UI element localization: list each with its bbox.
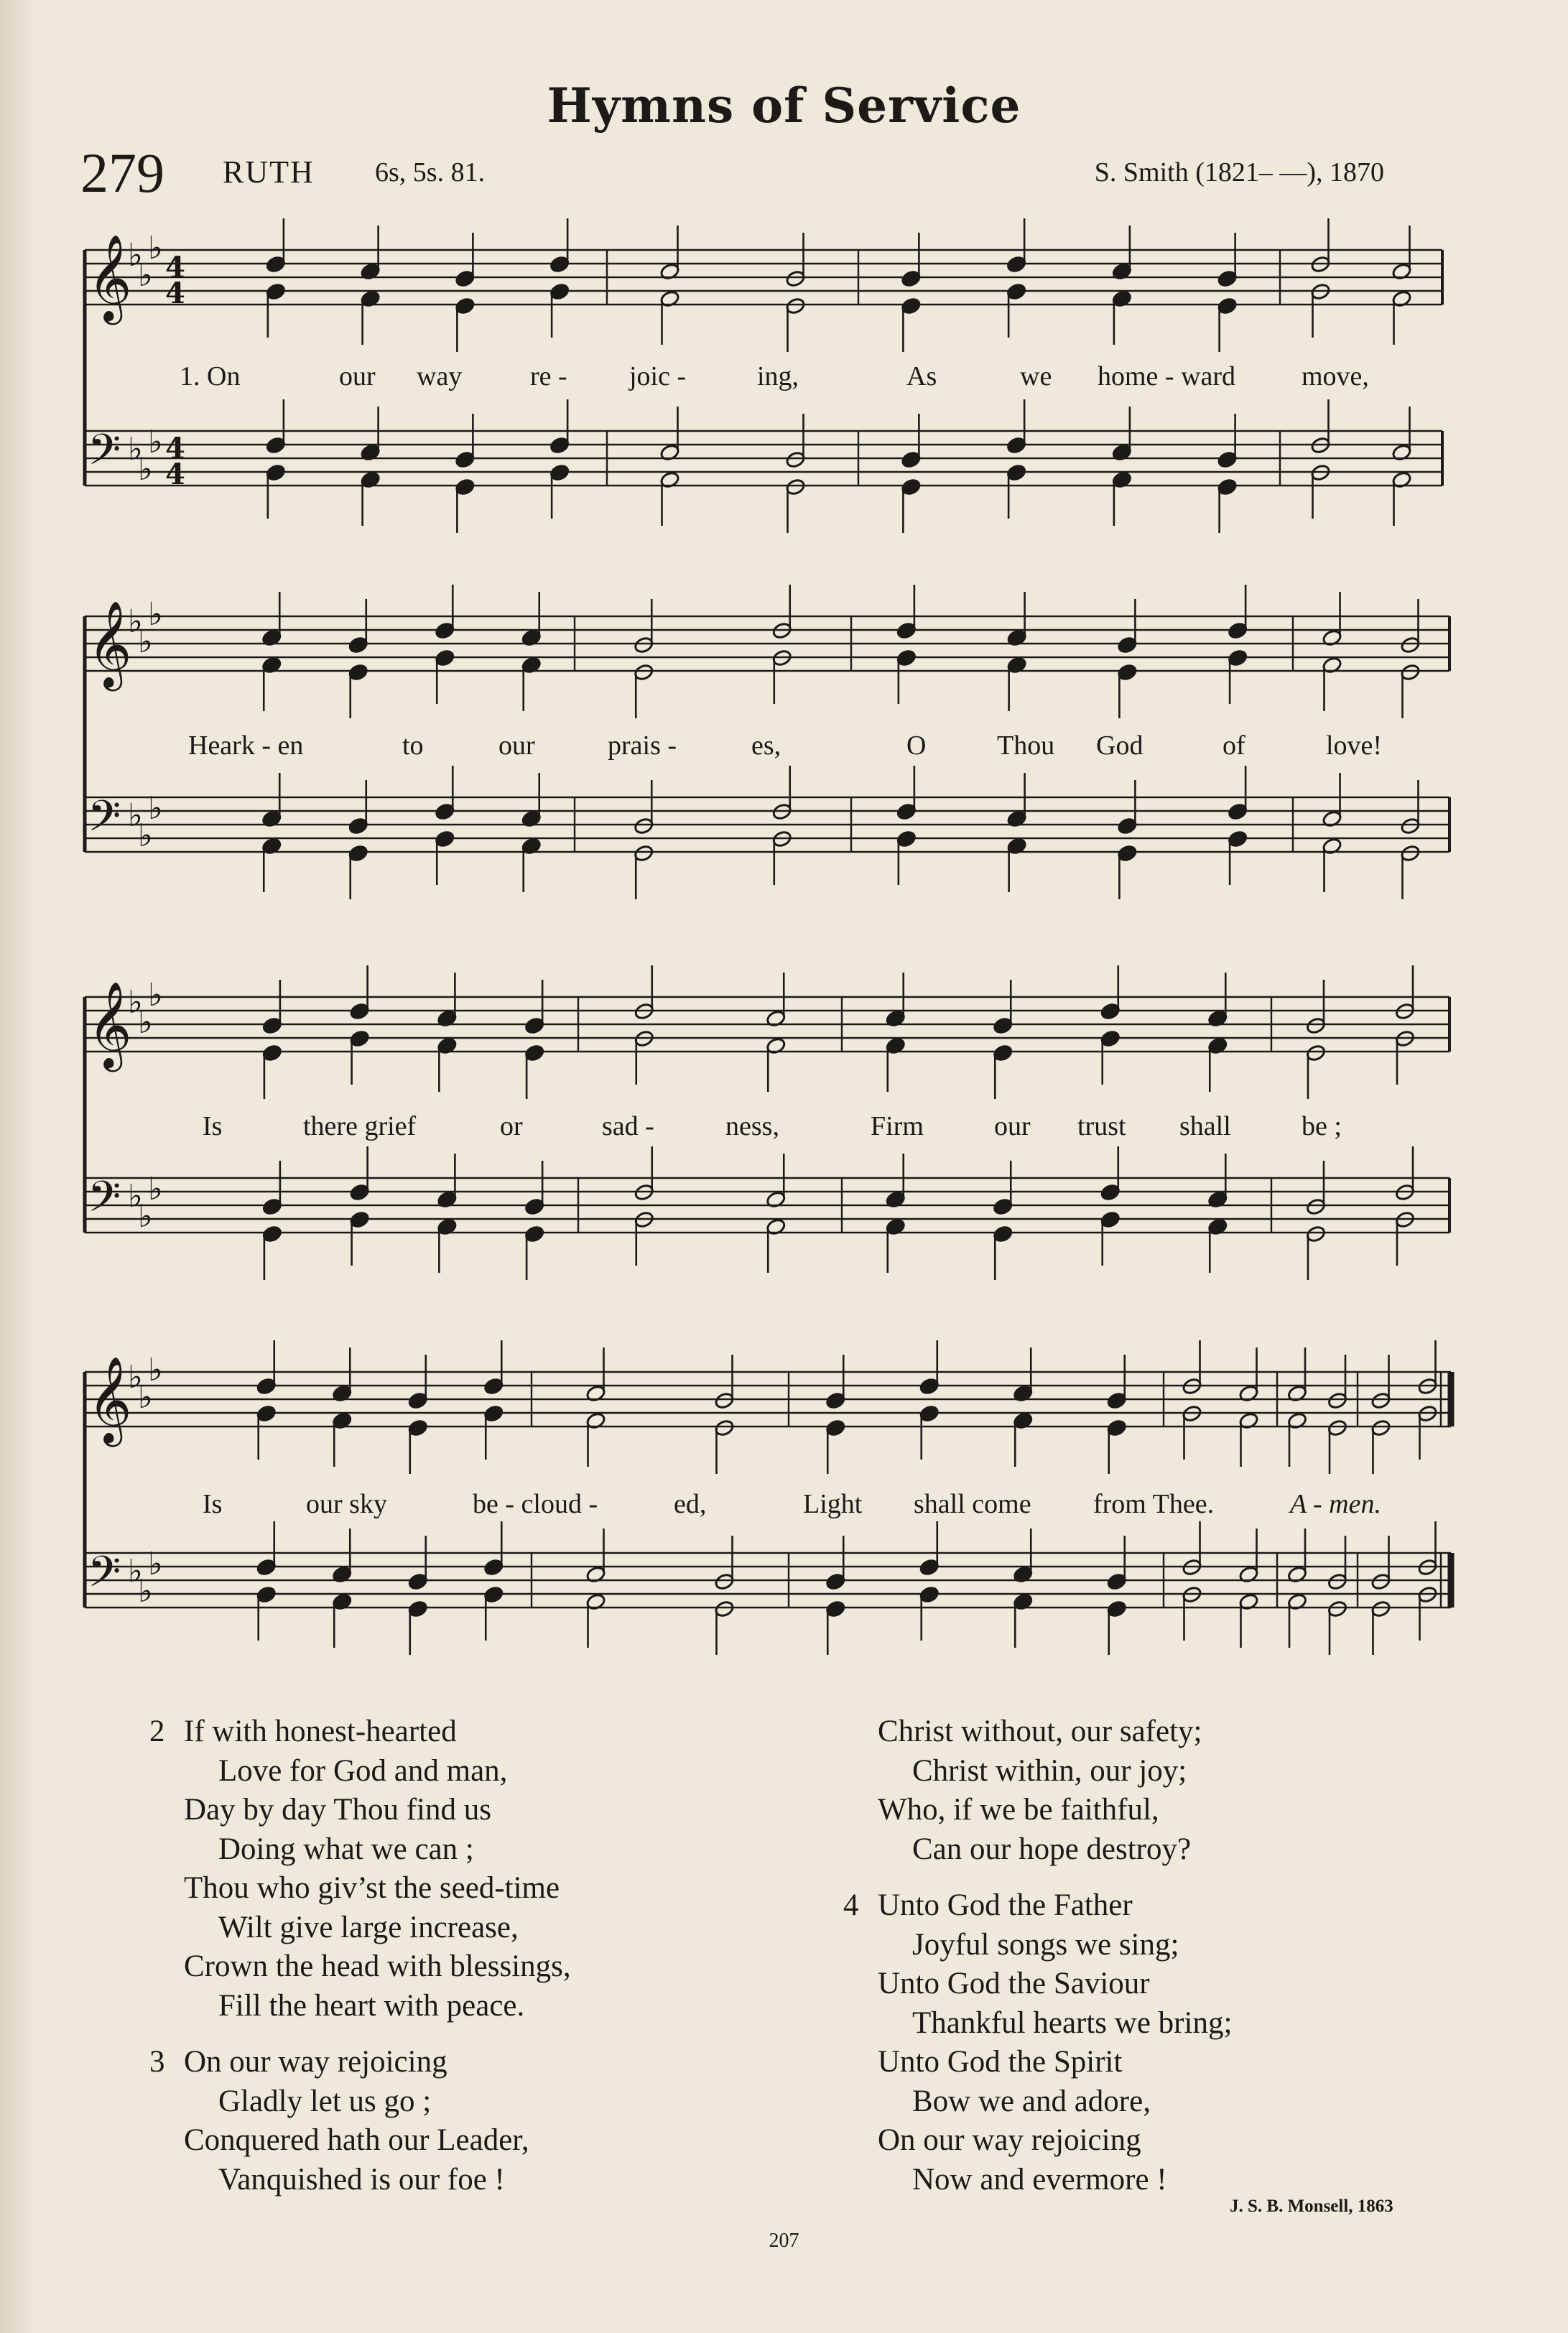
flat-icon: ♭ [148,596,163,633]
verse-line: Can our hope destroy? [912,1832,1192,1866]
treble-clef-icon: 𝄞 [88,233,132,321]
verse-line: Thankful hearts we bring; [912,2005,1233,2040]
verse-line: Christ within, our joy; [912,1753,1187,1788]
lyric-syllable: ing, [757,361,799,391]
verse-number: 2 [149,1715,165,1748]
lyric-syllable: to [402,730,424,761]
lyric-syllable: shall come [914,1489,1031,1519]
time-signature-icon: 4 [165,432,185,465]
lyric-syllable: of [1223,730,1245,761]
verse-line: Fill the heart with peace. [218,1988,525,2023]
lyric-syllable: sad - [602,1111,654,1141]
verse-column-right [843,1712,1233,2199]
verse-line: Doing what we can ; [218,1832,474,1866]
flat-icon: ♭ [148,1352,163,1388]
flat-icon: ♭ [128,1553,143,1590]
flat-icon: ♭ [148,1546,163,1582]
lyric-syllable: joic - [629,361,687,391]
time-signature-icon: 4 [165,277,185,310]
tune-name: RUTH [223,154,315,190]
lyric-syllable: Light [803,1489,863,1519]
lyric-syllable: Firm [871,1111,924,1141]
bass-staff [85,1521,1451,1655]
verse-number: 3 [149,2045,165,2079]
verse-line: Who, if we be faithful, [878,1793,1159,1827]
lyric-syllable: es, [751,730,781,761]
page-number: 207 [769,2230,799,2252]
meter: 6s, 5s. 81. [375,157,486,187]
lyric-syllable: trust [1077,1111,1126,1141]
lyric-syllable: love! [1326,730,1383,761]
lyric-syllable: there grief [303,1111,417,1141]
treble-clef-icon: 𝄞 [88,1355,132,1443]
verse-line: Day by day Thou find us [184,1793,491,1827]
treble-clef-icon: 𝄞 [88,600,132,687]
music-system-1 [0,215,1568,553]
verse-line: Thou who giv’st the seed-time [184,1871,560,1905]
treble-staff [85,1340,1451,1474]
treble-clef-icon: 𝄞 [88,980,132,1068]
bass-clef-icon: 𝄢 [88,791,121,851]
flat-icon: ♭ [138,257,153,294]
bass-staff [85,766,1449,899]
lyric-syllable: shall [1179,1111,1231,1141]
lyric-syllable: from Thee. [1093,1489,1215,1519]
lyric-syllable: O [906,730,927,761]
treble-staff [85,965,1449,1099]
music-system-4 [0,1337,1568,1675]
verse-line: 4 Unto God the Father [878,1886,1232,1926]
lyric-syllable: re - [530,361,567,391]
verse-line: Conquered hath our Leader, [184,2123,529,2157]
lyric-syllable: 1. On [180,361,241,391]
verse-column-left [149,1712,571,2199]
verse-number: 4 [843,1888,859,1922]
lyric-syllable: or [500,1111,523,1141]
flat-icon: ♭ [148,424,163,460]
lyric-syllable: God [1096,730,1143,761]
flat-icon: ♭ [138,1198,153,1235]
verse-line: 3 On our way rejoicing [184,2043,571,2082]
section-title: Hymns of Service [547,78,1021,134]
bass-clef-icon: 𝄢 [88,1546,121,1607]
lyric-syllable: move, [1302,361,1369,391]
lyric-syllable: be ; [1302,1111,1342,1141]
lyric-syllable: Is [203,1111,223,1141]
time-signature-icon: 4 [165,251,185,284]
bass-clef-icon: 𝄢 [88,425,121,485]
music-system-3 [0,963,1568,1300]
verse-line: Wilt give large increase, [218,1910,519,1944]
hymn-number: 279 [80,142,164,204]
verse-line: Unto God the Saviour [878,1967,1150,2000]
lyric-syllable: our [339,361,376,391]
flat-icon: ♭ [128,797,143,834]
bass-clef-icon: 𝄢 [88,1172,121,1232]
verse-line: Gladly let us go ; [218,2084,432,2118]
lyric-syllable: ed, [674,1489,707,1519]
time-signature-icon: 4 [165,458,185,491]
lyric-syllable: our [994,1111,1031,1141]
flat-icon: ♭ [138,623,153,660]
music-system-2 [0,582,1568,919]
lyric-syllable: be - cloud - [473,1489,598,1519]
verse-line: On our way rejoicing [878,2123,1141,2157]
flat-icon: ♭ [138,451,153,488]
lyric-syllable: home - ward [1098,361,1236,391]
flat-icon: ♭ [148,1171,163,1207]
flat-icon: ♭ [138,1004,153,1041]
lyric-syllable: A - men. [1290,1489,1381,1519]
flat-icon: ♭ [128,237,143,274]
flat-icon: ♭ [138,1379,153,1416]
flat-icon: ♭ [128,1178,143,1215]
treble-staff [85,585,1449,718]
lyric-syllable: As [906,361,937,391]
lyric-syllable: Heark - en [188,730,304,761]
flat-icon: ♭ [138,817,153,854]
bass-staff [85,1146,1449,1280]
lyric-syllable: ness, [725,1111,779,1141]
lyric-syllable: Is [203,1489,223,1519]
flat-icon: ♭ [148,230,163,266]
verse-line: Bow we and adore, [912,2084,1151,2118]
verse-line: Love for God and man, [218,1753,508,1788]
composer-credit: S. Smith (1821– —), 1870 [1094,157,1384,187]
author-credit: J. S. B. Monsell, 1863 [1230,2197,1393,2216]
lyric-syllable: way [417,361,463,391]
flat-icon: ♭ [128,603,143,640]
flat-icon: ♭ [128,431,143,468]
flat-icon: ♭ [128,1359,143,1396]
verse-line: Unto God the Spirit [878,2045,1123,2079]
verse-line: Christ without, our safety; [878,1715,1202,1748]
lyric-syllable: our sky [306,1489,387,1519]
verse-line: Joyful songs we sing; [912,1927,1179,1962]
verse-line: 2 If with honest-hearted [184,1712,571,1752]
flat-icon: ♭ [128,984,143,1021]
flat-icon: ♭ [148,977,163,1014]
bass-staff [85,399,1442,533]
verse-line: Vanquished is our foe ! [218,2162,505,2197]
verse-line: Crown the head with blessings, [184,1949,571,1983]
lyric-syllable: Thou [997,730,1055,761]
verse-line: Now and evermore ! [912,2162,1167,2197]
treble-staff [85,218,1442,352]
flat-icon: ♭ [138,1573,153,1610]
lyric-syllable: prais - [608,730,677,761]
lyric-syllable: our [498,730,535,761]
flat-icon: ♭ [148,790,163,827]
lyric-syllable: we [1020,361,1052,391]
